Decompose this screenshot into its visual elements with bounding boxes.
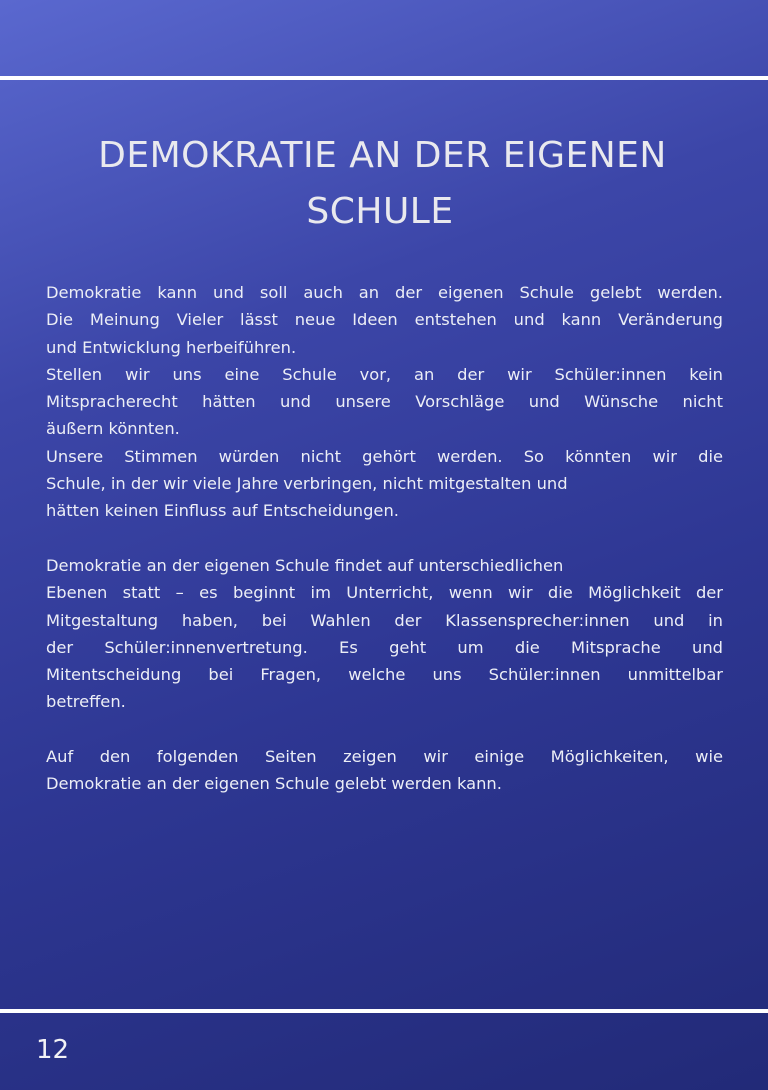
text-line: Auf den folgenden Seiten zeigen wir einige Möglichkeiten, wie <box>46 747 723 767</box>
paragraph-2 <box>46 361 723 443</box>
paragraph-5 <box>46 743 723 798</box>
text-line: äußern könnten. <box>46 419 180 439</box>
text-line: betreffen. <box>46 692 126 712</box>
text-line: Die Meinung Vieler lässt neue Ideen entstehen und kann Veränderung <box>46 310 723 330</box>
paragraph-spacer <box>46 716 723 743</box>
paragraph-4 <box>46 552 723 716</box>
page-number: 12 <box>36 1035 70 1065</box>
paragraph-1 <box>46 279 723 361</box>
text-line: Demokratie kann und soll auch an der eigenen Schule gelebt werden. <box>46 283 723 302</box>
text-line: Mitspracherecht hätten und unsere Vorschläge und Wünsche nicht <box>46 392 723 412</box>
text-line: Unsere Stimmen würden nicht gehört werden. So könnten wir die <box>46 446 723 466</box>
text-line: Mitgestaltung haben, bei Wahlen der Klassensprecher:innen und in <box>46 610 723 630</box>
text-line: hätten keinen Einfluss auf Entscheidungen. <box>46 501 399 521</box>
text-line: Demokratie an der eigenen Schule findet auf unterschiedlichen <box>46 555 564 575</box>
text-line: Mitentscheidung bei Fragen, welche uns Schüler:innen unmittelbar <box>46 665 723 685</box>
page-title-line-1: DEMOKRATIE AN DER EIGENEN <box>98 135 667 176</box>
page-title <box>0 128 768 240</box>
top-divider <box>0 76 768 80</box>
paragraph-spacer <box>46 525 723 552</box>
bottom-divider <box>0 1009 768 1013</box>
text-line: Schule, in der wir viele Jahre verbringen, nicht mitgestalten und <box>46 474 568 494</box>
text-line: Demokratie an der eigenen Schule gelebt werden kann. <box>46 774 502 794</box>
text-line: Ebenen statt – es beginnt im Unterricht, wenn wir die Möglichkeit der <box>46 583 723 603</box>
text-line: der Schüler:innenvertretung. Es geht um die Mitsprache und <box>46 637 723 657</box>
page-title-line-2: SCHULE <box>306 191 454 232</box>
text-line: und Entwicklung herbeiführen. <box>46 337 297 357</box>
body-text <box>46 279 723 798</box>
text-line: Stellen wir uns eine Schule vor, an der wir Schüler:innen kein <box>46 364 723 384</box>
paragraph-3 <box>46 443 723 525</box>
